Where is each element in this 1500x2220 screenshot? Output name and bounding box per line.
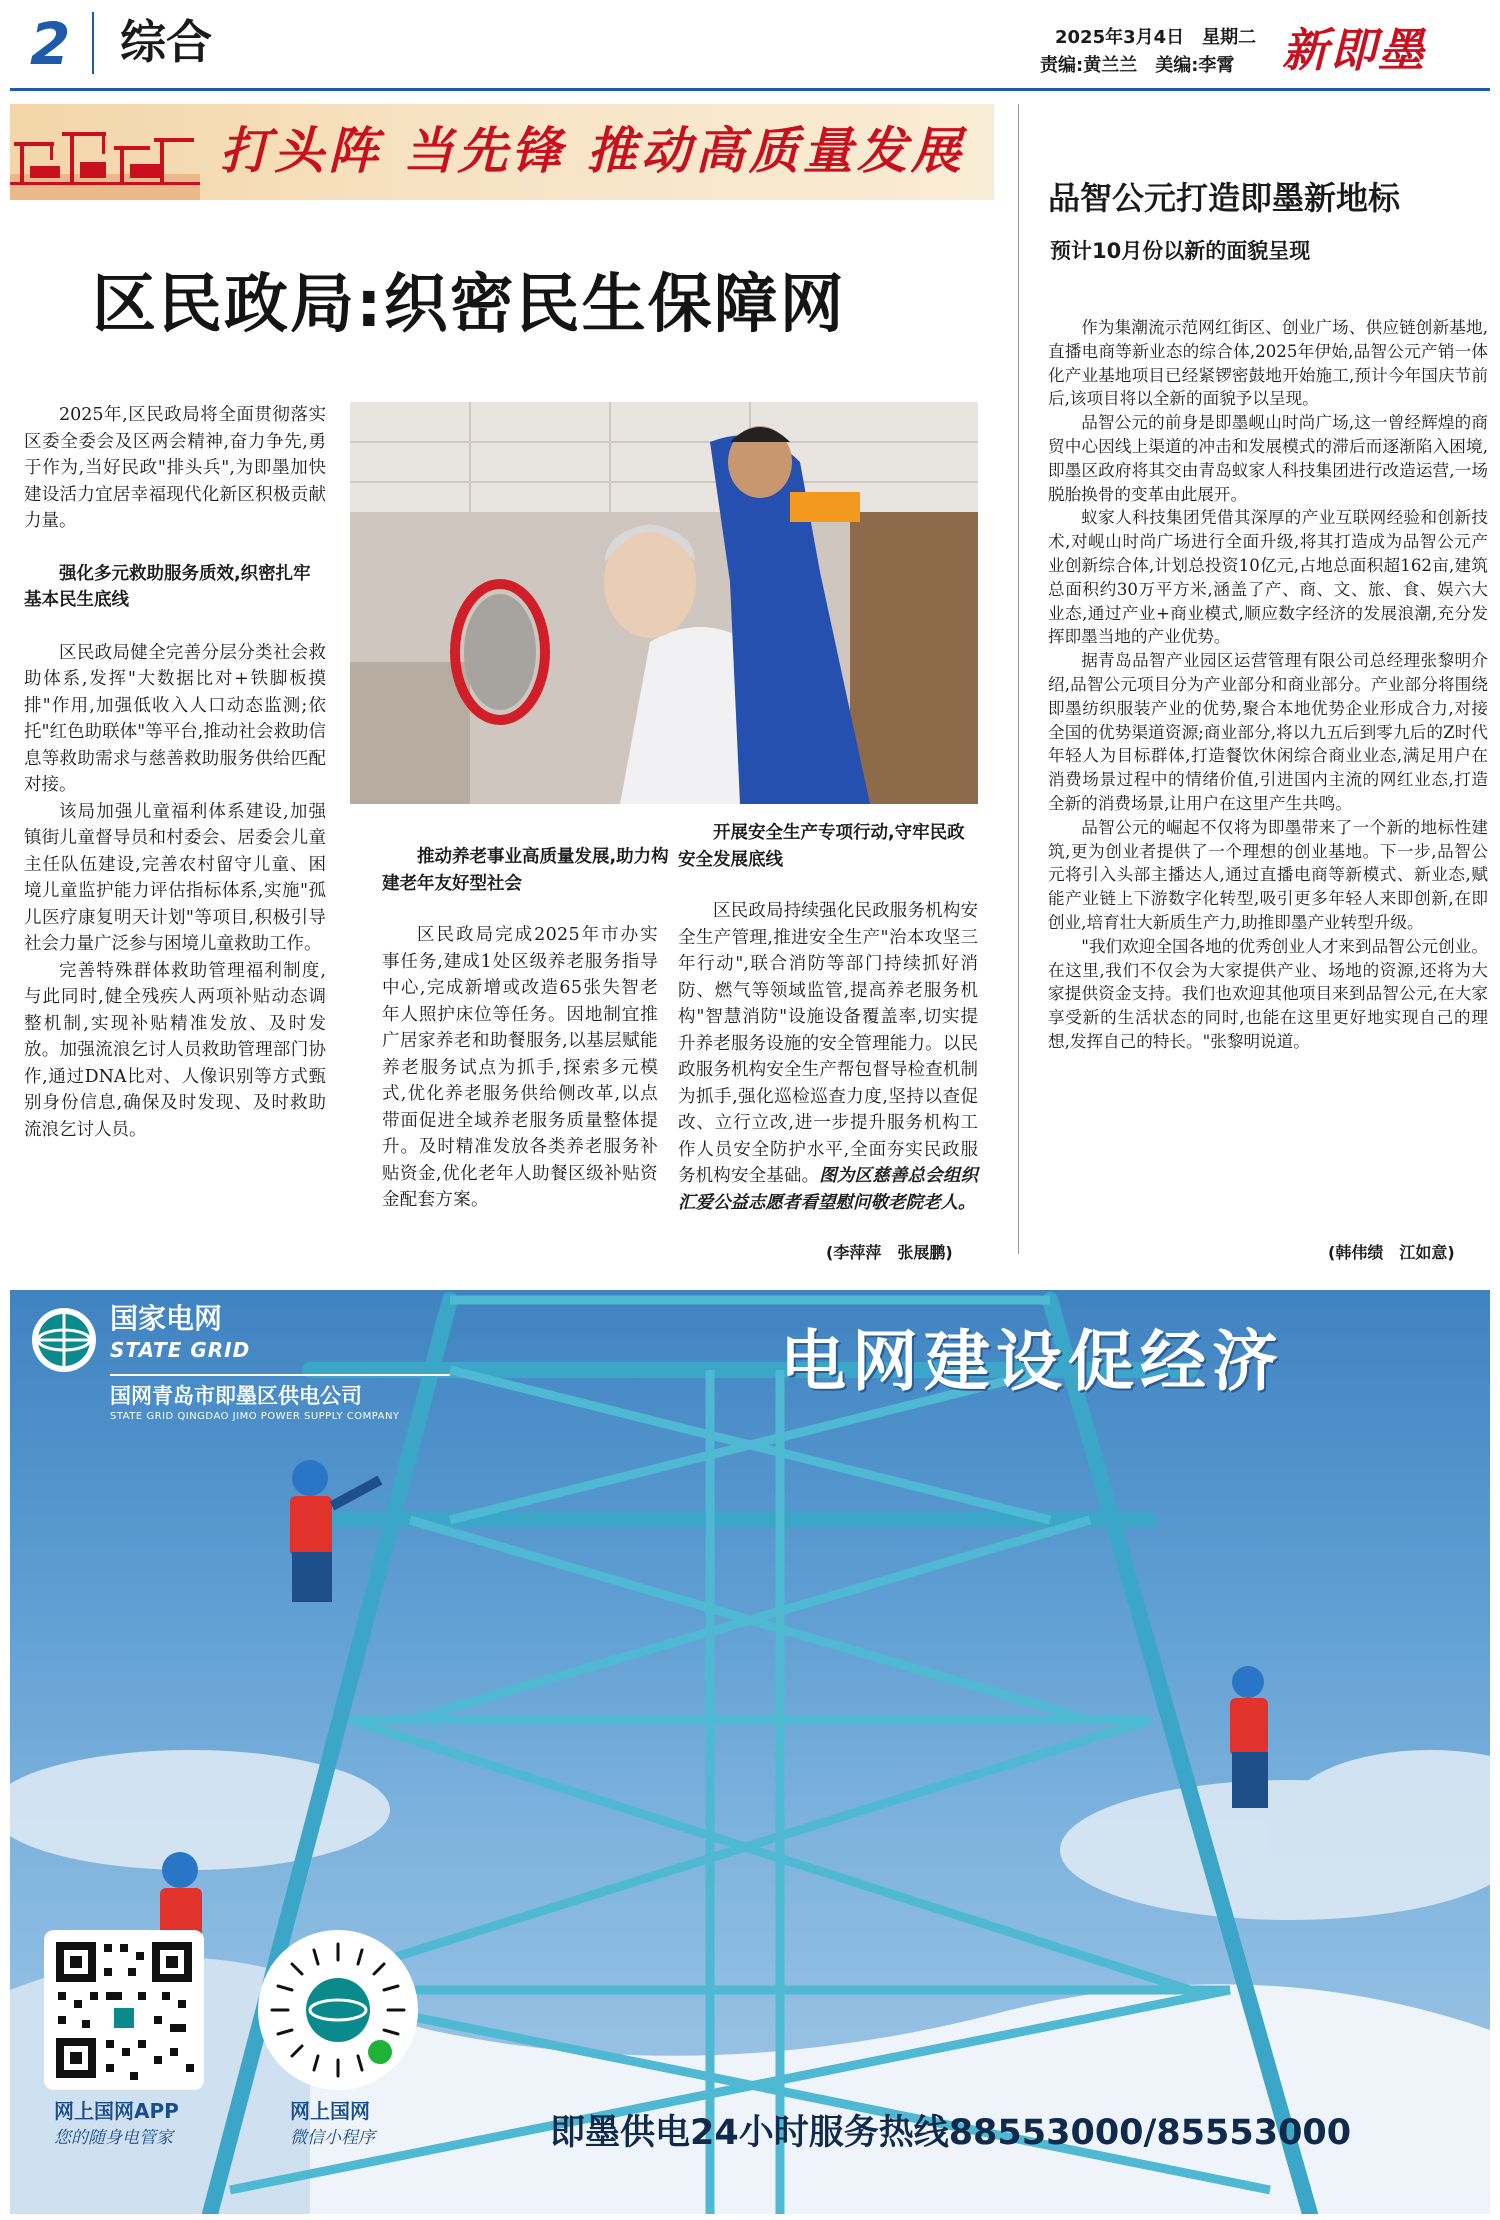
paragraph [678,898,978,1216]
article-right-column [678,898,978,1216]
right-article-subheadline: 预计10月份以新的面貌呈现 [1050,239,1311,263]
paragraph: 据青岛品智产业园区运营管理有限公司总经理张黎明介绍,品智公元项目分为产业部分和商业部分。产业部分将围绕即墨纺织服装产业的优势,聚合本地优势企业形成合力,对接全国的优势渠道资源;商业部分,将以九五后到零九后的Z时代年轻人为目标群体,打造餐饮休闲综合商业业态,满足用户在消费场景过程中的情绪价值,引进国内主流的网红业态,打造全新的消费场景,让用户在这里产生共鸣。 [1048,651,1488,813]
issue-date: 2025年3月4日 星期二 [1055,27,1257,48]
masthead-logo: 新即墨 [1282,23,1426,77]
paragraph: 2025年,区民政局将全面贯彻落实区委全委会及区两会精神,奋力争先,勇于作为,当好民政"排头兵",为即墨加快建设活力宜居幸福现代化新区积极贡献力量。 [24,405,326,531]
app-sublabel: 您的随身电管家 [54,2128,173,2148]
page-number: 2 [30,10,71,78]
brand-name-cn: 国家电网 [110,1302,223,1335]
subheading-text: 开展安全生产专项行动,守牢民政安全发展底线 [678,823,965,870]
paragraph: 完善特殊群体救助管理福利制度,与此同时,健全残疾人两项补贴动态调整机制,实现补贴精准发放、及时发放。加强流浪乞讨人员救助管理部门协作,通过DNA比对、人像识别等方式甄别身份信息,确保及时发现、及时救助流浪乞讨人员。 [24,960,326,1140]
campaign-banner [10,104,994,200]
paragraph: 区民政局完成2025年市办实事任务,建成1处区级养老服务指导中心,完成新增或改造65张失智老年人照护床位等任务。因地制宜推广居家养老和助餐服务,以基层赋能养老服务试点为抓手,探索多元模式,优化养老服务供给侧改革,以点带面促进全域养老服务质量整体提升。及时精准发放各类养老服务补贴资金,优化老年人助餐区级补贴资金配套方案。 [382,925,658,1210]
main-headline: 区民政局:织密民生保障网 [92,268,846,342]
state-grid-logo-icon [30,1306,98,1374]
paragraph: 品智公元的前身是即墨岘山时尚广场,这一曾经辉煌的商贸中心因线上渠道的冲击和发展模式的滞后而逐渐陷入困境,即墨区政府将其交由青岛蚁家人科技集团进行改造运营,一场脱胎换骨的变革由此展开。 [1048,413,1488,504]
brand-name-en: STATE GRID [110,1338,251,1362]
section-title: 综合 [120,15,212,69]
intro-text [24,402,326,535]
volunteer-haircut-photo-icon [350,402,978,804]
paragraph: 该局加强儿童福利体系建设,加强镇街儿童督导员和村委会、居委会儿童主任队伍建设,完善农村留守儿童、困境儿童监护能力评估指标体系,实施"孤儿医疗康复明天计划"等项目,积极引导社会力量广泛参与困境儿童救助工作。 [24,801,326,954]
relief-text [24,640,326,1144]
photo-caption: 图为区慈善总会组织汇爱公益志愿者看望慰问敬老院老人。 [678,1166,978,1213]
article-photo [350,402,978,804]
power-tower-illustration-icon [10,1290,1490,2214]
byline-main: (李萍萍 张展鹏) [826,1243,953,1262]
editors-line: 责编:黄兰兰 美编:李霄 [1040,55,1235,76]
ad-title: 电网建设促经济 [780,1323,1284,1400]
subheading-safety [678,820,978,873]
mini-program-label: 网上国网 [290,2099,370,2123]
column-divider [1018,104,1019,1254]
company-name-cn: 国网青岛市即墨区供电公司 [110,1384,362,1408]
brand-rule [110,1374,450,1376]
header-rule [10,88,1490,91]
right-article-body [1048,316,1488,1054]
paragraph: 蚁家人科技集团凭借其深厚的产业互联网经验和创新技术,对岘山时尚广场进行全面升级,将其打造成为品智公元产业创新综合体,计划总投资10亿元,占地总面积超162亩,建筑总面积约30万平方米,涵盖了产、商、文、旅、食、娱六大业态,通过产业+商业模式,顺应数字经济的发展浪潮,充分发挥即墨当地的产业优势。 [1048,508,1488,647]
app-qr-code[interactable] [44,1930,204,2090]
app-label: 网上国网APP [54,2099,179,2123]
state-grid-advertisement [10,1290,1490,2214]
paragraph: 作为集潮流示范网红街区、创业广场、供应链创新基地,直播电商等新业态的综合体,2025年伊始,品智公元产销一体化产业基地项目已经紧锣密鼓地开始施工,预计今年国庆节前后,该项目将以全新的面貌予以呈现。 [1048,318,1488,409]
paragraph: 区民政局健全完善分层分类社会救助体系,发挥"大数据比对+铁脚板摸排"作用,加强低收入人口动态监测;依托"红色助联体"等平台,推动社会救助信息等救助需求与慈善救助服务供给匹配对接。 [24,642,326,795]
right-article-headline: 品智公元打造即墨新地标 [1048,179,1401,217]
header-divider [92,12,94,74]
article-middle-column [382,922,658,1214]
service-hotline: 即墨供电24小时服务热线88553000/85553000 [550,2113,1352,2153]
paragraph: 品智公元的崛起不仅将为即墨带来了一个新的地标性建筑,更为创业者提供了一个理想的创业基地。下一步,品智公元将引入头部主播达人,通过直播电商等新模式、新业态,赋能产业链上下游数字化转型,吸引更多年轻人来即创新,在即创业,培育壮大新质生产力,助推即墨产业转型升级。 [1048,817,1488,932]
paragraph-text: 区民政局持续强化民政服务机构安全生产管理,推进安全生产"治本攻坚三年行动",联合消防等部门持续抓好消防、燃气等领域监管,提高养老服务机构"智慧消防"设施设备覆盖率,切实提升养老服务设施的安全管理能力。以民政服务机构安全生产帮包督导检查机制为抓手,强化巡检巡查力度,坚持以查促改、立行立改,进一步提升服务机构工作人员安全防护水平,全面夯实民政服务机构安全基础。 [678,901,978,1186]
harbor-illustration-icon [10,104,200,200]
paragraph: "我们欢迎全国各地的优秀创业人才来到品智公元创业。在这里,我们不仅会为大家提供产业、场地的资源,还将为大家提供资金支持。我们也欢迎其他项目来到品智公元,在大家享受新的生活状态的同时,也能在这里更好地实现自己的理想,发挥自己的特长。"张黎明说道。 [1048,936,1488,1051]
subheading-elderly [382,844,674,897]
mini-program-code[interactable] [258,1930,418,2090]
company-name-en: STATE GRID QINGDAO JIMO POWER SUPPLY COMPANY [110,1411,400,1422]
byline-right: (韩伟绩 江如意) [1328,1243,1455,1262]
subheading-relief: 强化多元救助服务质效,织密扎牢基本民生底线 [24,563,311,610]
article-left-column [24,402,326,1143]
subheading-text: 推动养老事业高质量发展,助力构建老年友好型社会 [382,847,669,894]
mini-program-sublabel: 微信小程序 [290,2128,375,2148]
banner-slogan: 打头阵 当先锋 推动高质量发展 [220,121,965,180]
wechat-mini-program-code-icon [258,1930,418,2090]
qr-code-icon [44,1930,204,2090]
